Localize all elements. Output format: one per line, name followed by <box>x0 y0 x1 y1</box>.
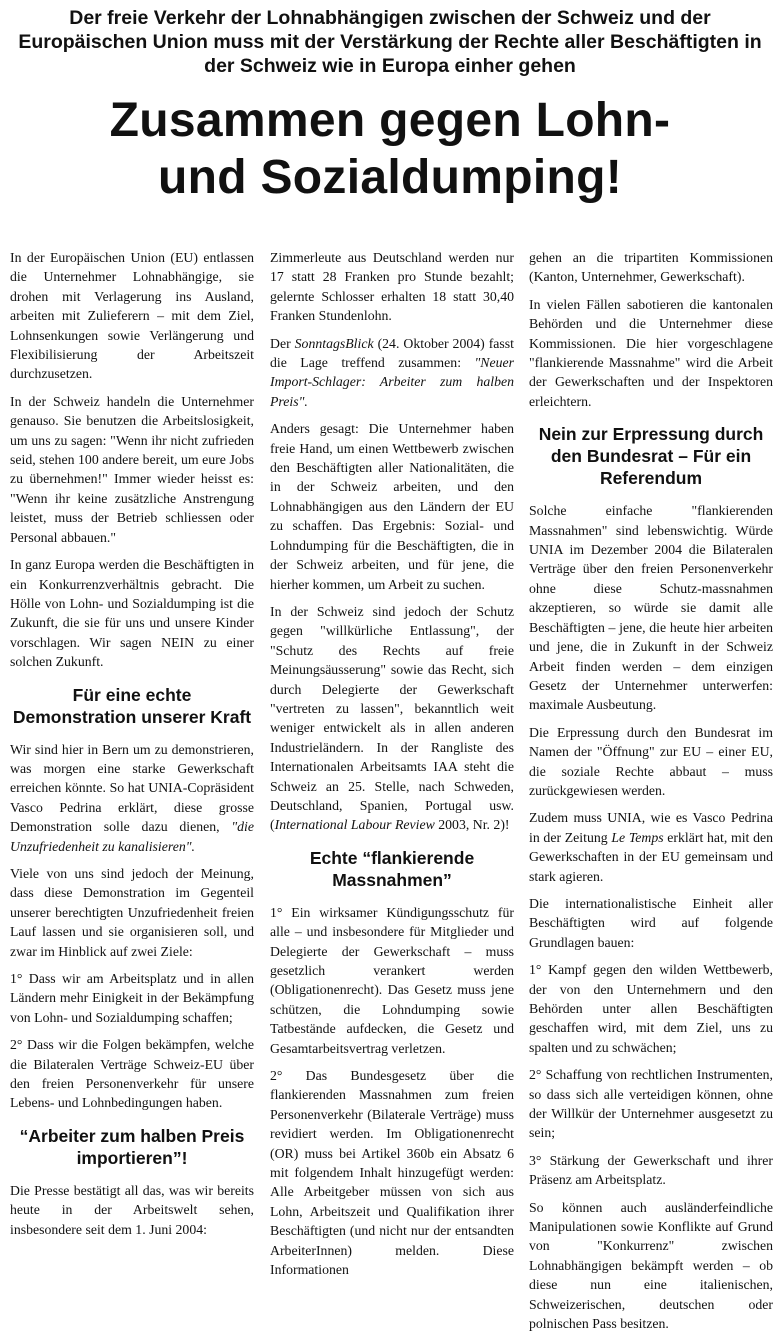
paragraph: Anders gesagt: Die Unternehmer haben freie Hand, um einen Wettbewerb zwischen den Beschäftigten aller Nationalitäten, die in der Schweiz arbeiten, und den Lohnabhängigen aus den Ländern der EU zu schaffen. Das Ergebnis: Sozial- und Lohndumping für die Beschäftigten, die in der Schweiz arbeiten, und für jene, die hierher kommen, um Arbeit zu suchen. <box>270 421 514 592</box>
paragraph: So können auch ausländerfeindliche Manipulationen sowie Konflikte auf Grund von "Konkurrenz" zwischen Lohnabhängigen bekämpft werden – ob diese nun eine italienischen, Schweizerischen, deutschen oder polnischen Pass besitzen. <box>529 1199 773 1332</box>
column-3 <box>529 248 773 1334</box>
paragraph-text: In der Schweiz sind jedoch der Schutz gegen "willkürliche Entlassung", der "Schutz des Rechts auf freie Meinungsäusserung" sowie das Recht, sich durch Delegierte der Gewerkschaft "vertreten zu lassen", bekanntlich weit weniger entwickelt als in allen anderen Industrieländern. In der Rangliste des Internationalen Arbeitsamts IAA steht die Schweiz an 25. Stelle, nach Schweden, Deutschland, Spanien, Portugal usw. ( <box>270 603 514 833</box>
paragraph: 2° Schaffung von rechtlichen Instrumenten, so dass sich alle verteidigen können, ohne der Willkür der Unternehmer ausgesetzt zu sein; <box>529 1067 773 1141</box>
paragraph-text: (24. Oktober 2004) fasst die Lage treffend zusammen: <box>270 335 514 371</box>
section-heading: Für eine echte Demonstration unserer Kraft <box>12 684 252 727</box>
paragraph: 3° Stärkung der Gewerkschaft und ihrer Präsenz am Arbeitsplatz. <box>529 1152 773 1188</box>
paragraph: Die Erpressung durch den Bundesrat im Namen der "Öffnung" zur EU – einer EU, die soziale Rechte abbaut – muss zurückgewiesen werden. <box>529 724 773 798</box>
headline <box>0 92 780 206</box>
column-1 <box>10 248 254 1239</box>
paragraph: Viele von uns sind jedoch der Meinung, dass diese Demonstration im Gegenteil unserer berechtigten Unzufriedenheit freien Lauf lassen und sie organisieren soll, und zwar im Hinblick auf zwei Ziele: <box>10 865 254 959</box>
paragraph <box>10 740 254 856</box>
paragraph: 1° Ein wirksamer Kündigungsschutz für alle – und insbesondere für Mitglieder und Delegierte der Gewerkschaft – muss gesetzlich verankert werden (Obligationenrecht). Das Gesetz muss jene schützen, die Lohndumping sowie Tatbestände aufdecken, die Gesetz und Gesamtarbeitsvertrag verletzen. <box>270 904 514 1056</box>
headline-line-2: und Sozialdumping! <box>157 151 622 204</box>
source-name: SonntagsBlick <box>294 335 374 351</box>
paragraph: 2° Dass wir die Folgen bekämpfen, welche die Bilateralen Verträge Schweiz-EU über den freien Personenverkehr für unsere Lebens- und Lohnbedingungen haben. <box>10 1037 254 1111</box>
paragraph: In vielen Fällen sabotieren die kantonalen Behörden und die Unternehmer diese Kommissionen. Die hier vorgeschlagene "flankierende Massnahme" wird die Arbeit der Gewerkschaften und der Inspektoren erleichtern. <box>529 296 773 409</box>
paragraph: Die internationalistische Einheit aller Beschäftigten wird auf folgende Grundlagen bauen: <box>529 895 773 950</box>
paragraph: 1° Kampf gegen den wilden Wettbewerb, der von den Unternehmern und den Behörden unter allen Beschäftigten geschaffen wird, mit dem Ziel, uns zu spalten und zu schwächen; <box>529 962 773 1055</box>
paragraph: 1° Dass wir am Arbeitsplatz und in allen Ländern mehr Einigkeit in der Bekämpfung von Lohn- und Sozialdumping schaffen; <box>10 971 254 1025</box>
column-2 <box>270 248 514 1280</box>
section-heading: Echte “flankierende Massnahmen” <box>309 847 475 890</box>
source-name: Le Temps <box>611 829 664 845</box>
paragraph: In der Schweiz handeln die Unternehmer genauso. Sie benutzen die Arbeitslosigkeit, um uns zu sagen: "Wenn ihr nicht zufrieden seid, stehen 100 andere bereit, um eure Jobs zu übernehmen!" Immer wieder heisst es: "Wenn ihr keine zusätzliche Anstrengung leistet, muss der Betrieb schliessen oder Personal abbauen." <box>10 393 254 545</box>
paragraph <box>270 334 514 412</box>
quote: "Neuer Import-Schlager: Arbeiter zum halben Preis". <box>270 355 514 409</box>
source-name: International Labour Review <box>274 817 435 833</box>
article-header <box>0 6 780 206</box>
paragraph-text: Zudem muss UNIA, wie es Vasco Pedrina in der Zeitung <box>529 810 773 845</box>
paragraph-text: Wir sind hier in Bern um zu demonstrieren, was morgen eine starke Gewerkschaft erreichen könnte. So hat UNIA-Copräsident Vasco Pedrina erklärt, diese grosse Demonstration solle dazu dienen, <box>10 741 254 835</box>
paragraph: In ganz Europa werden die Beschäftigten in ein Konkurrenzverhältnis gebracht. Die Hölle von Lohn- und Sozialdumping ist die Zukunft, die sie für uns und unsere Kinder vorschlagen. Wir sagen NEIN zu einer solchen Zukunft. <box>10 557 254 670</box>
paragraph <box>529 808 773 886</box>
quote: "die Unzufriedenheit zu kanalisieren". <box>10 819 254 854</box>
paragraph <box>270 602 514 835</box>
section-heading: Nein zur Erpressung durch den Bundesrat – Für ein Referendum <box>538 424 764 489</box>
paragraph: gehen an die tripartiten Kommissionen (Kanton, Unternehmer, Gewerkschaft). <box>529 250 773 285</box>
section-heading: “Arbeiter zum halben Preis importieren”! <box>19 1125 245 1168</box>
paragraph: Zimmerleute aus Deutschland werden nur 17 statt 28 Franken pro Stunde bezahlt; gelernte Schlosser erhalten 18 statt 30,40 Franken Stundenlohn. <box>270 250 514 324</box>
paragraph-text: 2003, Nr. 2)! <box>438 817 510 833</box>
headline-line-1: Zusammen gegen Lohn- <box>109 94 671 147</box>
paragraph: In der Europäischen Union (EU) entlassen die Unternehmer Lohnabhängige, sie drohen mit Verlagerung ins Ausland, arbeiten mit Zulieferern – mit dem Ziel, Lohnsenkungen sowie Verlängerung und Flexibilisierung der Arbeitszeit durchzusetzen. <box>10 250 254 382</box>
kicker: Der freie Verkehr der Lohnabhängigen zwischen der Schweiz und der Europäischen Union muss mit der Verstärkung der Rechte aller Beschäftigten in der Schweiz wie in Europa einher gehen <box>18 7 762 77</box>
paragraph-text: erklärt hat, mit den Gewerkschaften in der EU gemeinsam und stark agieren. <box>529 829 773 884</box>
paragraph: Die Presse bestätigt all das, was wir bereits heute in der Arbeitswelt sehen, insbesondere seit dem 1. Juni 2004: <box>10 1182 254 1237</box>
paragraph: Solche einfache "flankierenden Massnahmen" sind lebenswichtig. Würde UNIA im Dezember 2004 die Bilateralen Verträge über den freien Personenverkehr ohne diese Schutz-massnahmen akzeptieren, so würde sie damit alle Beschäftigten – jene, die heute hier arbeiten und jene, die in Zukunft in der Schweiz Arbeit finden werden – dem einzigen Gesetz der Unternehmer unterwerfen: maximale Ausbeutung. <box>529 503 773 713</box>
paragraph: 2° Das Bundesgesetz über die flankierenden Massnahmen zum freien Personenverkehr (Bilaterale Verträge) muss revidiert werden. Im Obligationenrecht (OR) muss bei Artikel 360b ein Absatz 6 mit folgendem Inhalt hinzugefügt werden: Alle Arbeitgeber müssen von sich aus Lohn, Arbeitszeit und Qualifikation ihrer Beschäftigten (und nicht nur der entsandten ArbeiterInnen) melden. Diese Informationen <box>270 1068 514 1278</box>
paragraph-text: Der <box>270 335 291 351</box>
